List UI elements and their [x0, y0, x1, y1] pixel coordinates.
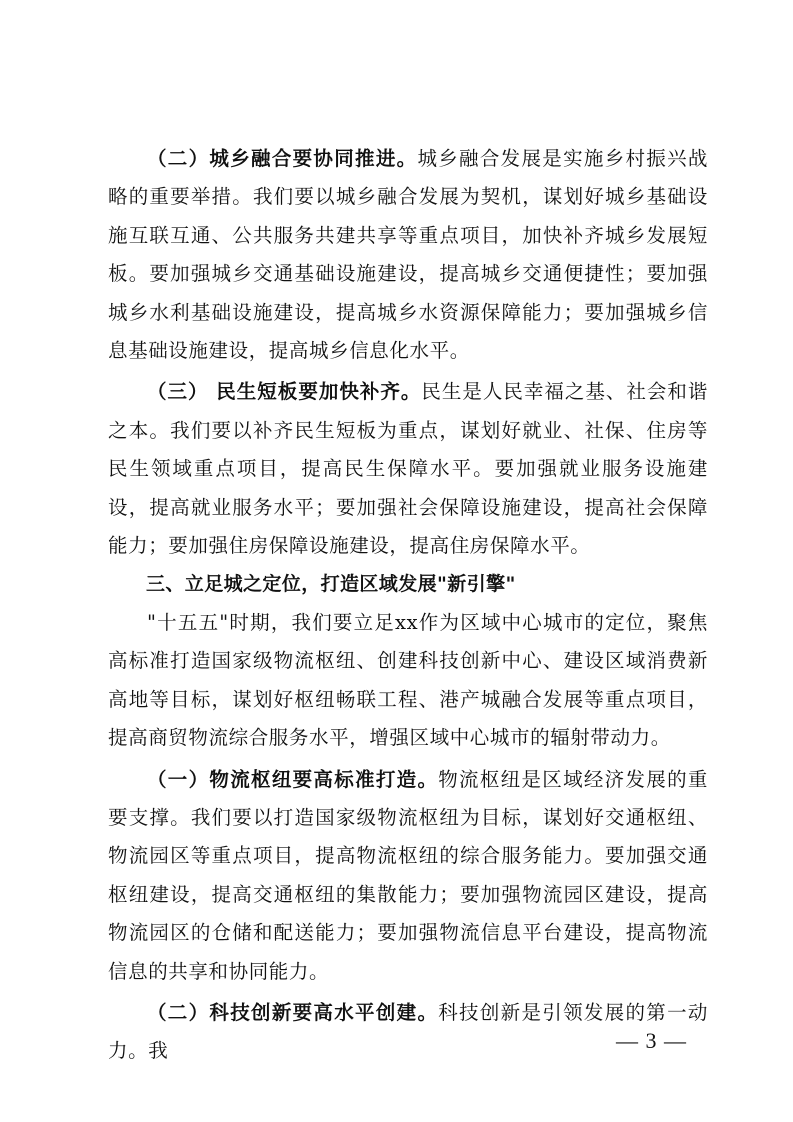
paragraph-urban-rural-integration — [108, 140, 708, 370]
paragraph-lead: （二）城乡融合要协同推进。 — [147, 147, 418, 170]
paragraph-lead: （三） 民生短板要加快补齐。 — [147, 380, 422, 404]
paragraph-body: 物流枢纽是区域经济发展的重要支撑。我们要以打造国家级物流枢纽为目标，谋划好交通枢纽、物流园区等重点项目，提高物流枢纽的综合服务能力。要加强交通枢纽建设，提高交通枢纽的集散能力；要加强物流园区建设，提高物流园区的仓储和配送能力；要加强物流信息平台建设，提高物流信息的共享和协同能力。 — [108, 767, 708, 983]
paragraph-logistics-hub — [108, 761, 708, 991]
paragraph-body: 民生是人民幸福之基、社会和谐之本。我们要以补齐民生短板为重点，谋划好就业、社保、住房等民生领域重点项目，提高民生保障水平。要加强就业服务设施建设，提高就业服务水平；要加强社会保障设施建设，提高社会保障能力；要加强住房保障设施建设，提高住房保障水平。 — [108, 380, 708, 558]
paragraph-body: "十五五"时期，我们要立足xx作为区域中心城市的定位，聚焦高标准打造国家级物流枢纽、创建科技创新中心、建设区域消费新高地等目标，谋划好枢纽畅联工程、港产城融合发展等重点项目，提高商贸物流综合服务水平，增强区域中心城市的辐射带动力。 — [108, 610, 708, 750]
page-number: — 3 — — [616, 1028, 687, 1053]
paragraph-lead: （一）物流枢纽要高标准打造。 — [147, 767, 439, 791]
section-heading: 三、立足城之定位，打造区域发展"新引擎" — [146, 573, 516, 596]
paragraph-body: 城乡融合发展是实施乡村振兴战略的重要举措。我们要以城乡融合发展为契机，谋划好城乡基础设施互联互通、公共服务共建共享等重点项目，加快补齐城乡发展短板。要加强城乡交通基础设施建设，提高城乡交通便捷性；要加强城乡水利基础设施建设，提高城乡水资源保障能力；要加强城乡信息基础设施建设，提高城乡信息化水平。 — [108, 147, 708, 363]
document-page — [108, 140, 708, 1071]
paragraph-fifteenth-five-year — [108, 604, 708, 758]
paragraph-livelihood-shortcomings — [108, 373, 708, 565]
paragraph-lead: （二）科技创新要高水平创建。 — [147, 1000, 439, 1024]
paragraph-body: 科技创新是引领发展的第一动力。我 — [108, 1000, 708, 1063]
